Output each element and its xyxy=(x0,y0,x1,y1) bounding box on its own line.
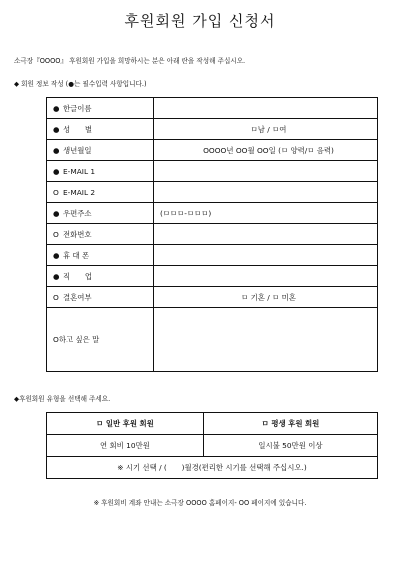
field-label xyxy=(47,224,154,245)
field-name: 한글이름 xyxy=(63,103,92,113)
field-label xyxy=(47,182,154,203)
field-label xyxy=(47,98,154,119)
field-label xyxy=(47,266,154,287)
field-name: 성 별 xyxy=(63,124,93,134)
lifetime-member-option[interactable]: ㅁ 평생 후원 회원 xyxy=(203,413,377,435)
intro-text: 소극장『OOOO』 후원회원 가입을 희망하시는 분은 아래 란을 작성해 주십시오. xyxy=(14,57,246,65)
field-name: 결혼여부 xyxy=(63,292,92,302)
field-label xyxy=(47,287,154,308)
field-label xyxy=(47,119,154,140)
table-row xyxy=(47,203,378,224)
table-row xyxy=(47,457,378,479)
table-row xyxy=(47,413,378,435)
message-label: O하고 싶은 말 xyxy=(47,308,154,372)
email2-field[interactable] xyxy=(154,182,378,203)
field-mark: O xyxy=(53,292,59,302)
table-row xyxy=(47,245,378,266)
gender-field[interactable]: ㅁ남 / ㅁ여 xyxy=(154,119,378,140)
field-name: 직 업 xyxy=(63,271,93,281)
payment-period-field[interactable]: ※ 시기 선택 / ( )월경(편리한 시기를 선택해 주십시오.) xyxy=(47,457,378,479)
marital-field[interactable]: ㅁ 기혼 / ㅁ 미혼 xyxy=(154,287,378,308)
field-name: E-MAIL 2 xyxy=(63,187,96,197)
field-mark: ● xyxy=(53,271,60,281)
field-mark: ● xyxy=(53,166,60,176)
member-info-heading: ◆ 회원 정보 작성 (●는 필수입력 사항입니다.) xyxy=(14,80,147,88)
address-field[interactable]: (ㅁㅁㅁ-ㅁㅁㅁ) xyxy=(154,203,378,224)
table-row xyxy=(47,140,378,161)
field-mark: O xyxy=(53,229,59,239)
field-name: 전화번호 xyxy=(63,229,92,239)
membership-type-table xyxy=(46,412,378,479)
field-name: 우편주소 xyxy=(63,208,92,218)
general-member-option[interactable]: ㅁ 일반 후원 회원 xyxy=(47,413,204,435)
field-name: E-MAIL 1 xyxy=(63,166,96,176)
table-row xyxy=(47,224,378,245)
field-mark: ● xyxy=(53,145,60,155)
table-row xyxy=(47,266,378,287)
member-info-table xyxy=(46,97,378,372)
job-field[interactable] xyxy=(154,266,378,287)
field-name: 생년월일 xyxy=(63,145,92,155)
footer-note: ※ 후원회비 계좌 안내는 소극장 OOOO 홈페이지- OO 페이지에 있습니다. xyxy=(93,499,307,507)
field-label xyxy=(47,245,154,266)
field-label xyxy=(47,161,154,182)
email1-field[interactable] xyxy=(154,161,378,182)
table-row xyxy=(47,161,378,182)
mobile-field[interactable] xyxy=(154,245,378,266)
field-mark: ● xyxy=(53,103,60,113)
field-mark: ● xyxy=(53,208,60,218)
page-title: 후원회원 가입 신청서 xyxy=(124,12,276,30)
table-row xyxy=(47,182,378,203)
lifetime-member-fee: 일시불 50만원 이상 xyxy=(203,435,377,457)
field-name: 휴 대 폰 xyxy=(63,250,90,260)
name-field[interactable] xyxy=(154,98,378,119)
birthdate-field[interactable]: OOOO년 OO월 OO일 (ㅁ 양력/ㅁ 음력) xyxy=(154,140,378,161)
table-row xyxy=(47,308,378,372)
field-mark: ● xyxy=(53,124,60,134)
field-mark: O xyxy=(53,187,59,197)
field-label xyxy=(47,203,154,224)
field-mark: ● xyxy=(53,250,60,260)
table-row xyxy=(47,119,378,140)
phone-field[interactable] xyxy=(154,224,378,245)
membership-type-heading: ◆후원회원 유형을 선택해 주세요. xyxy=(14,395,111,403)
field-label xyxy=(47,140,154,161)
general-member-fee: 연 회비 10만원 xyxy=(47,435,204,457)
table-row xyxy=(47,287,378,308)
message-field[interactable] xyxy=(154,308,378,372)
table-row xyxy=(47,98,378,119)
table-row xyxy=(47,435,378,457)
